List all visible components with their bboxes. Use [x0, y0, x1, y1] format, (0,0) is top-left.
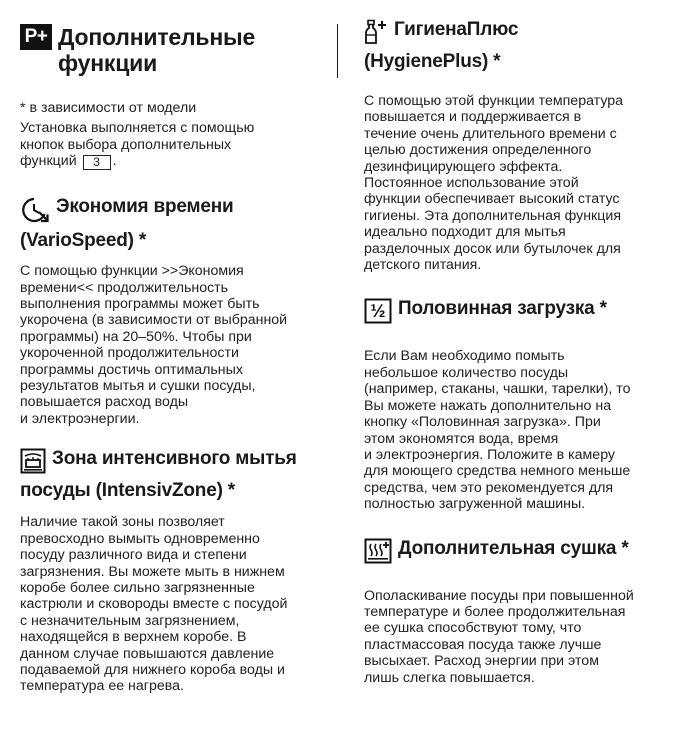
hygieneplus-text: С помощью этой функции температура повышается и поддерживается в течение очень длительного времени с целью достижения определенного дезинфицирующего эффекта. Постоянное использование этой функции обеспечивает высокий статус гигиены. Эта дополнительная функция идеально подходит для мытья разделочных досок или бутылочек для детского питания.	[364, 93, 624, 274]
extradry-section	[364, 537, 684, 686]
setup-text: Установка выполняется с помощью кнопок выбора дополнительных функций 3 .	[20, 120, 255, 170]
intensivzone-text: Наличие такой зоны позволяет превосходно вымыть одновременно посуду различного вида и степени загрязнения. Вы можете мыть в нижнем коробе более сильно загрязненные кастрюли и сковороды вместе с посудой с незначительным загрязнением, находящейся в верхнем коробе. В данном случае повышаются давление подаваемой для нижнего короба воды и температура ее нагрева.	[20, 514, 288, 695]
main-title-line2: функции	[58, 50, 158, 76]
function-key-box: 3	[83, 155, 111, 170]
left-column	[20, 0, 338, 695]
variospeed-title: Экономия времени	[56, 196, 234, 218]
variospeed-section	[20, 195, 338, 427]
clock-arrow-icon	[20, 196, 50, 229]
model-note: * в зависимости от модели	[20, 100, 197, 116]
hygieneplus-section	[364, 18, 684, 273]
intensivzone-subtitle: посуды (IntensivZone) *	[20, 480, 235, 502]
half-load-icon	[364, 298, 392, 329]
variospeed-text: С помощью функции >>Экономия времени<< продолжительность выполнения программы может быть укорочена (в зависимости от выбранной программы) на 20–50%. Чтобы при укороченной продолжительности программы достичь оптимальных результатов мытья и сушки посуды, повышается расход воды и электроэнергии.	[20, 263, 288, 427]
hygieneplus-title: ГигиенаПлюс	[394, 19, 519, 40]
intensivzone-section	[20, 447, 338, 694]
main-section-header	[20, 24, 338, 78]
bottle-plus-icon	[364, 19, 388, 50]
extradry-text: Ополаскивание посуды при повышенной температуре и более продолжительная ее сушка способствуют тому, что пластмассовая посуда также лучше высыхает. Расход энергии при этом лишь слегка повышается.	[364, 587, 634, 686]
svg-text:½: ½	[370, 301, 386, 322]
intensivzone-title: Зона интенсивного мытья	[52, 448, 297, 470]
intensive-zone-icon	[20, 448, 46, 479]
main-title	[20, 24, 337, 76]
halfload-title: Половинная загрузка *	[398, 298, 607, 320]
variospeed-subtitle: (VarioSpeed) *	[20, 230, 147, 252]
extradry-title: Дополнительная сушка *	[398, 537, 629, 559]
halfload-section	[364, 297, 684, 512]
main-title-line1: Дополнительные	[58, 24, 256, 50]
right-column	[364, 0, 684, 686]
extra-dry-icon	[364, 538, 392, 569]
p-plus-icon: P+	[20, 24, 52, 50]
hygieneplus-subtitle: (HygienePlus) *	[364, 51, 501, 72]
halfload-text: Если Вам необходимо помыть небольшое количество посуды (например, стаканы, чашки, тарелки), то Вы можете нажать дополнительно на кнопку «Половинная загрузка». При этом экономятся вода, время и электроэнергия. Положите в камеру для моющего средства немного меньше средства, чем это рекомендуется для полностью загруженной машины.	[364, 348, 631, 513]
